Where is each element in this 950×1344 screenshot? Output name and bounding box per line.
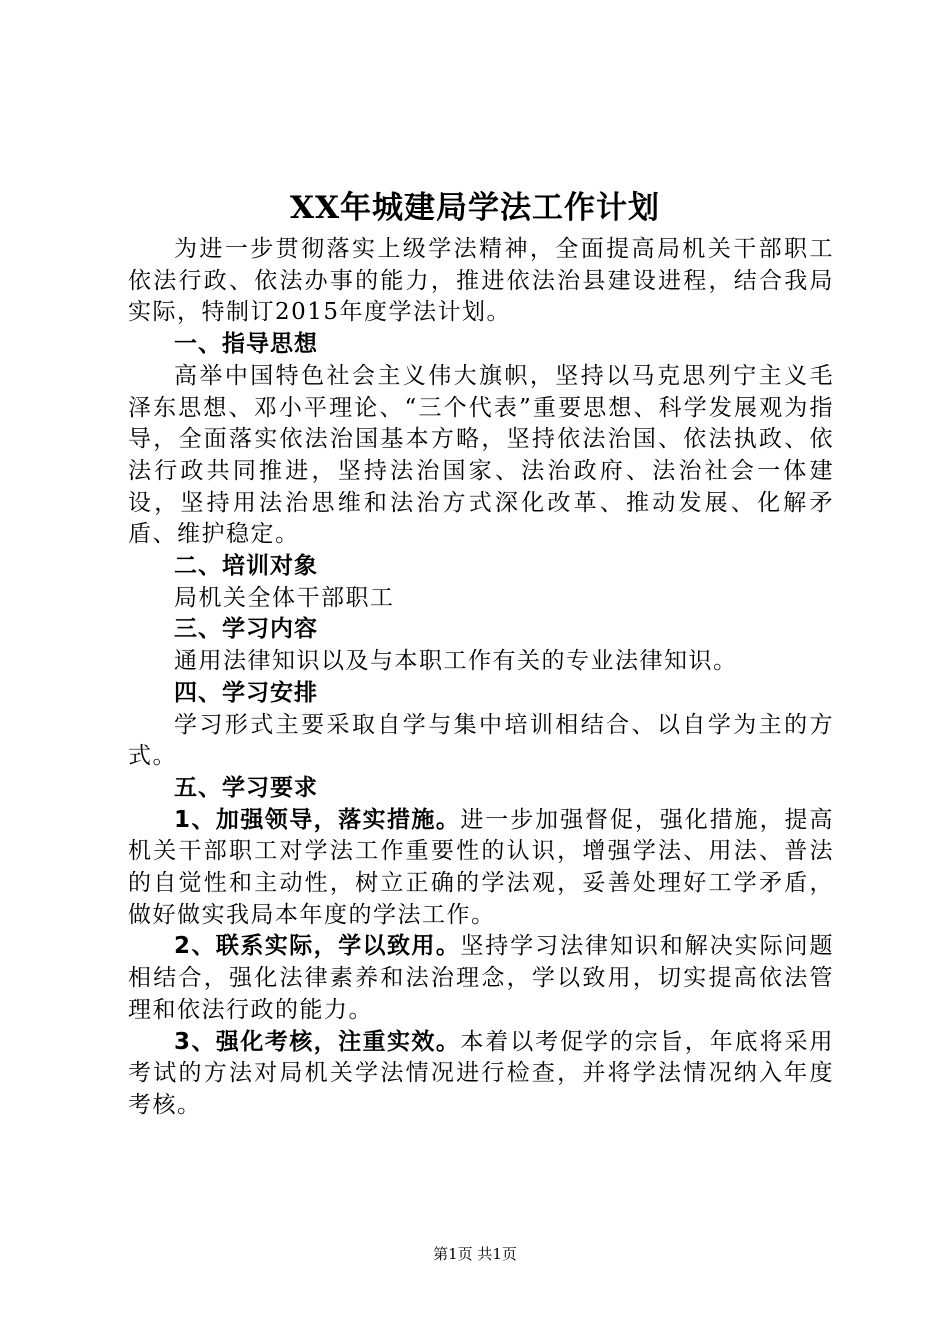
section-text-guiding-ideology: 高举中国特色社会主义伟大旗帜，坚持以马克思列宁主义毛泽东思想、邓小平理论、“三个代表”重要思想、科学发展观为指导，全面落实依法治国基本方略，坚持依法治国、依法执政、依法行政共同推进，坚持法治国家、法治政府、法治社会一体建设，坚持用法治思维和法治方式深化改革、推动发展、化解矛盾、维护稳定。 [128,362,834,548]
requirement-text: 本着以考促学的宗旨，年底将采用考试的方法对局机关学法情况进行检查，并将学法情况纳入年度考核。 [128,1028,834,1118]
requirement-text: 进一步加强督促，强化措施，提高机关干部职工对学法工作重要性的认识，增强学法、用法、普法的自觉性和主动性，树立正确的学法观，妥善处理好工学矛盾，做好做实我局本年度的学法工作。 [128,806,834,928]
requirement-lead: 3、强化考核，注重实效。 [174,1028,461,1055]
section-text-training-target: 局机关全体干部职工 [174,584,395,611]
document-body [128,234,834,1122]
section-heading-study-requirements: 五、学习要求 [174,774,318,801]
document-title: XX年城建局学法工作计划 [289,190,661,226]
requirement-item [128,931,834,1026]
intro-paragraph: 为进一步贯彻落实上级学法精神，全面提高局机关干部职工依法行政、依法办事的能力，推进依法治县建设进程，结合我局实际，特制订2015年度学法计划。 [128,236,834,326]
section-heading-training-target: 二、培训对象 [174,553,318,580]
requirement-lead: 1、加强领导，落实措施。 [174,806,461,833]
requirement-text: 坚持学习法律知识和解决实际问题相结合，强化法律素养和法治理念，学以致用，切实提高依法管理和依法行政的能力。 [128,933,834,1023]
requirement-item [128,1027,834,1122]
section-text-study-arrangement: 学习形式主要采取自学与集中培训相结合、以自学为主的方式。 [128,711,834,770]
section-heading-study-content: 三、学习内容 [174,616,318,643]
section-heading-study-arrangement: 四、学习安排 [174,679,318,706]
requirement-item [128,805,834,932]
section-text-study-content: 通用法律知识以及与本职工作有关的专业法律知识。 [174,648,738,675]
section-heading-guiding-ideology: 一、指导思想 [174,331,318,358]
page-number-footer: 第1页 共1页 [433,1245,517,1263]
requirement-lead: 2、联系实际，学以致用。 [174,933,461,960]
